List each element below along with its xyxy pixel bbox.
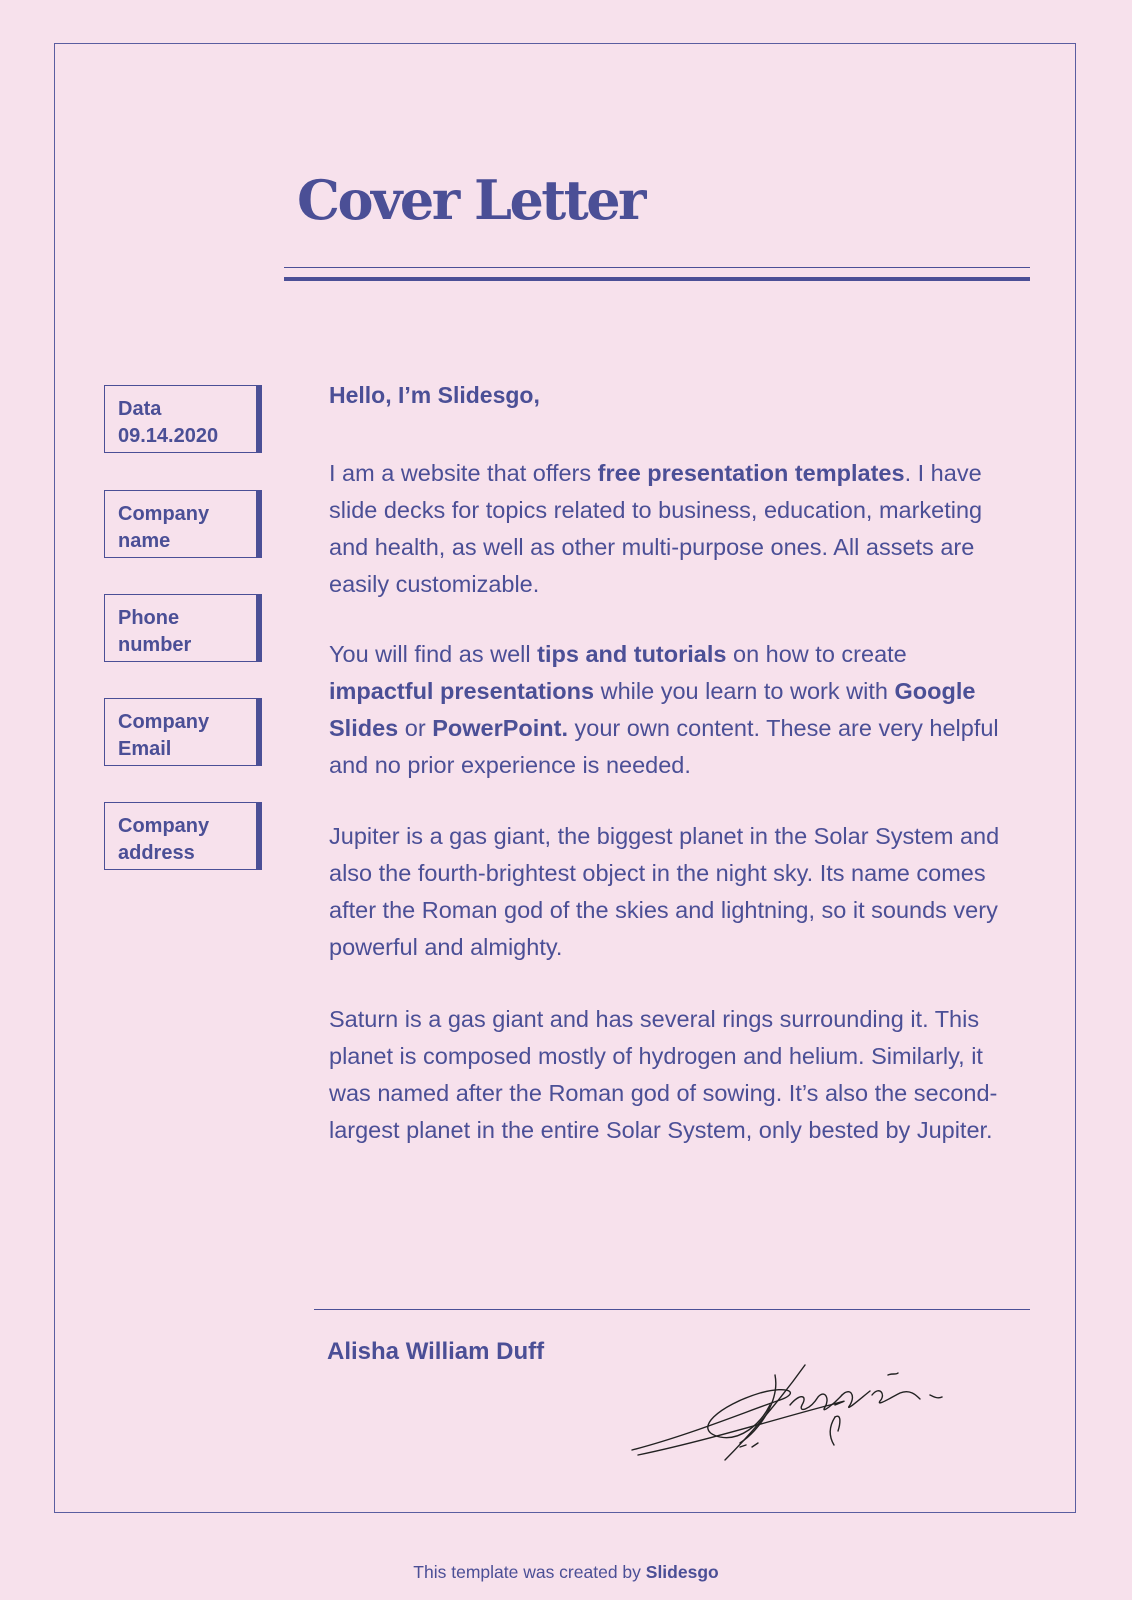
page-title: Cover Letter — [297, 168, 644, 232]
company-address-field — [104, 802, 261, 870]
company-name-line2: name — [118, 530, 171, 552]
footer-credit: This template was created by Slidesgo — [413, 1562, 719, 1582]
company-email-line1: Company — [118, 711, 210, 733]
letter-greeting: Hello, I’m Slidesgo, — [329, 382, 540, 408]
letter-paragraph-1: I am a website that offers free presentation templates. I have slide decks for topics related to business, education, marketing and health, as well as other multi-purpose ones. All assets are easily customizable. — [329, 460, 983, 597]
letter-paragraph-4: Saturn is a gas giant and has several rings surrounding it. This planet is composed mostly of hydrogen and helium. Similarly, it was named after the Roman god of sowing. It’s also the second-largest planet in the entire Solar System, only bested by Jupiter. — [329, 1006, 998, 1143]
company-address-line2: address — [118, 842, 195, 864]
phone-number-line1: Phone — [118, 607, 180, 629]
handwritten-signature-icon — [630, 1355, 970, 1465]
letter-paragraph-2: You will find as well tips and tutorials on how to create impactful presentations while you learn to work with Google Slides or PowerPoint. your own content. These are very helpful and no prior experience is needed. — [329, 641, 999, 778]
signer-name: Alisha William Duff — [327, 1338, 545, 1365]
company-email-field — [104, 698, 261, 766]
date-value: 09.14.2020 — [118, 425, 219, 447]
company-name-field — [104, 490, 261, 558]
letter-paragraph-3: Jupiter is a gas giant, the biggest planet in the Solar System and also the fourth-brightest object in the night sky. Its name comes after the Roman god of the skies and lightning, so it sounds very powerful and almighty. — [329, 823, 1000, 960]
signature-rule — [314, 1309, 1030, 1310]
company-address-line1: Company — [118, 815, 210, 837]
phone-number-field — [104, 594, 261, 662]
footer-brand-link[interactable]: Slidesgo — [645, 1562, 719, 1582]
date-field — [104, 385, 261, 453]
title-rule-thick — [284, 277, 1030, 281]
phone-number-line2: number — [118, 634, 192, 656]
title-rule-thin — [284, 267, 1030, 268]
company-name-line1: Company — [118, 503, 210, 525]
date-label: Data — [118, 398, 162, 420]
company-email-line2: Email — [118, 738, 172, 760]
